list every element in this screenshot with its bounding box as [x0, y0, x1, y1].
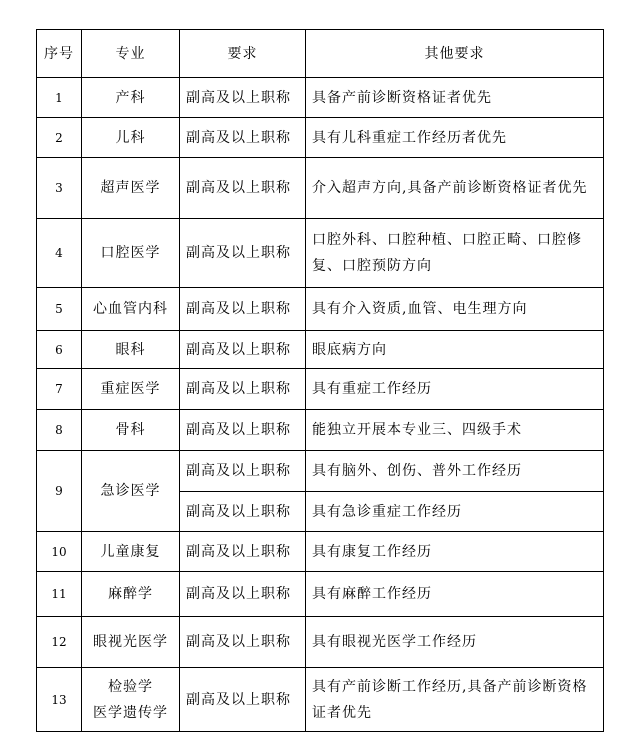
row-major: 检验学	[108, 678, 153, 695]
row-other: 能独立开展本专业三、四级手术	[306, 410, 604, 451]
row-other: 介入超声方向,具备产前诊断资格证者优先	[306, 158, 604, 219]
row-no: 4	[37, 219, 82, 288]
row-major: 重症医学	[82, 369, 180, 410]
row-requirement: 副高及以上职称	[180, 78, 306, 118]
row-requirement: 副高及以上职称	[180, 369, 306, 410]
row-other: 口腔外科、口腔种植、口腔正畸、口腔修复、口腔预防方向	[306, 219, 604, 288]
row-requirement: 副高及以上职称	[180, 492, 306, 532]
row-major-cell	[82, 668, 180, 732]
row-no: 2	[37, 118, 82, 158]
table-row	[37, 78, 604, 118]
row-major: 麻醉学	[82, 572, 180, 617]
row-no: 9	[37, 451, 82, 532]
table-row	[37, 668, 604, 732]
row-major-line2: 医学遗传学	[93, 704, 168, 721]
row-no: 1	[37, 78, 82, 118]
table-row	[37, 410, 604, 451]
row-no: 6	[37, 331, 82, 369]
row-major: 儿科	[82, 118, 180, 158]
row-requirement: 副高及以上职称	[180, 331, 306, 369]
row-requirement: 副高及以上职称	[180, 668, 306, 732]
table-row	[37, 451, 604, 492]
table-row	[37, 118, 604, 158]
recruitment-table	[36, 29, 604, 732]
row-other: 具有急诊重症工作经历	[306, 492, 604, 532]
row-requirement: 副高及以上职称	[180, 617, 306, 668]
row-other: 具有脑外、创伤、普外工作经历	[306, 451, 604, 492]
table-row	[37, 288, 604, 331]
header-major: 专业	[82, 30, 180, 78]
row-no: 8	[37, 410, 82, 451]
row-requirement: 副高及以上职称	[180, 451, 306, 492]
row-other: 具有眼视光医学工作经历	[306, 617, 604, 668]
row-requirement: 副高及以上职称	[180, 410, 306, 451]
row-major: 眼视光医学	[82, 617, 180, 668]
row-other: 具有麻醉工作经历	[306, 572, 604, 617]
row-other: 眼底病方向	[306, 331, 604, 369]
row-other: 具有产前诊断工作经历,具备产前诊断资格证者优先	[306, 668, 604, 732]
table-row	[37, 369, 604, 410]
row-no: 5	[37, 288, 82, 331]
row-major: 口腔医学	[82, 219, 180, 288]
row-major: 儿童康复	[82, 532, 180, 572]
row-requirement: 副高及以上职称	[180, 532, 306, 572]
table-row	[37, 331, 604, 369]
row-major: 心血管内科	[82, 288, 180, 331]
row-requirement: 副高及以上职称	[180, 158, 306, 219]
row-no: 11	[37, 572, 82, 617]
row-major: 眼科	[82, 331, 180, 369]
row-major: 产科	[82, 78, 180, 118]
row-other: 具有康复工作经历	[306, 532, 604, 572]
row-requirement: 副高及以上职称	[180, 219, 306, 288]
row-other: 具备产前诊断资格证者优先	[306, 78, 604, 118]
table-row	[37, 532, 604, 572]
row-other: 具有介入资质,血管、电生理方向	[306, 288, 604, 331]
row-major: 骨科	[82, 410, 180, 451]
row-no: 10	[37, 532, 82, 572]
row-requirement: 副高及以上职称	[180, 572, 306, 617]
table-row	[37, 158, 604, 219]
header-row	[37, 30, 604, 78]
header-no: 序号	[37, 30, 82, 78]
row-other: 具有儿科重症工作经历者优先	[306, 118, 604, 158]
table-row	[37, 572, 604, 617]
row-other: 具有重症工作经历	[306, 369, 604, 410]
table-row	[37, 617, 604, 668]
table-row	[37, 219, 604, 288]
row-major: 超声医学	[82, 158, 180, 219]
row-no: 13	[37, 668, 82, 732]
row-no: 7	[37, 369, 82, 410]
row-no: 12	[37, 617, 82, 668]
header-other: 其他要求	[306, 30, 604, 78]
row-requirement: 副高及以上职称	[180, 118, 306, 158]
row-requirement: 副高及以上职称	[180, 288, 306, 331]
row-no: 3	[37, 158, 82, 219]
header-requirement: 要求	[180, 30, 306, 78]
row-major: 急诊医学	[82, 451, 180, 532]
